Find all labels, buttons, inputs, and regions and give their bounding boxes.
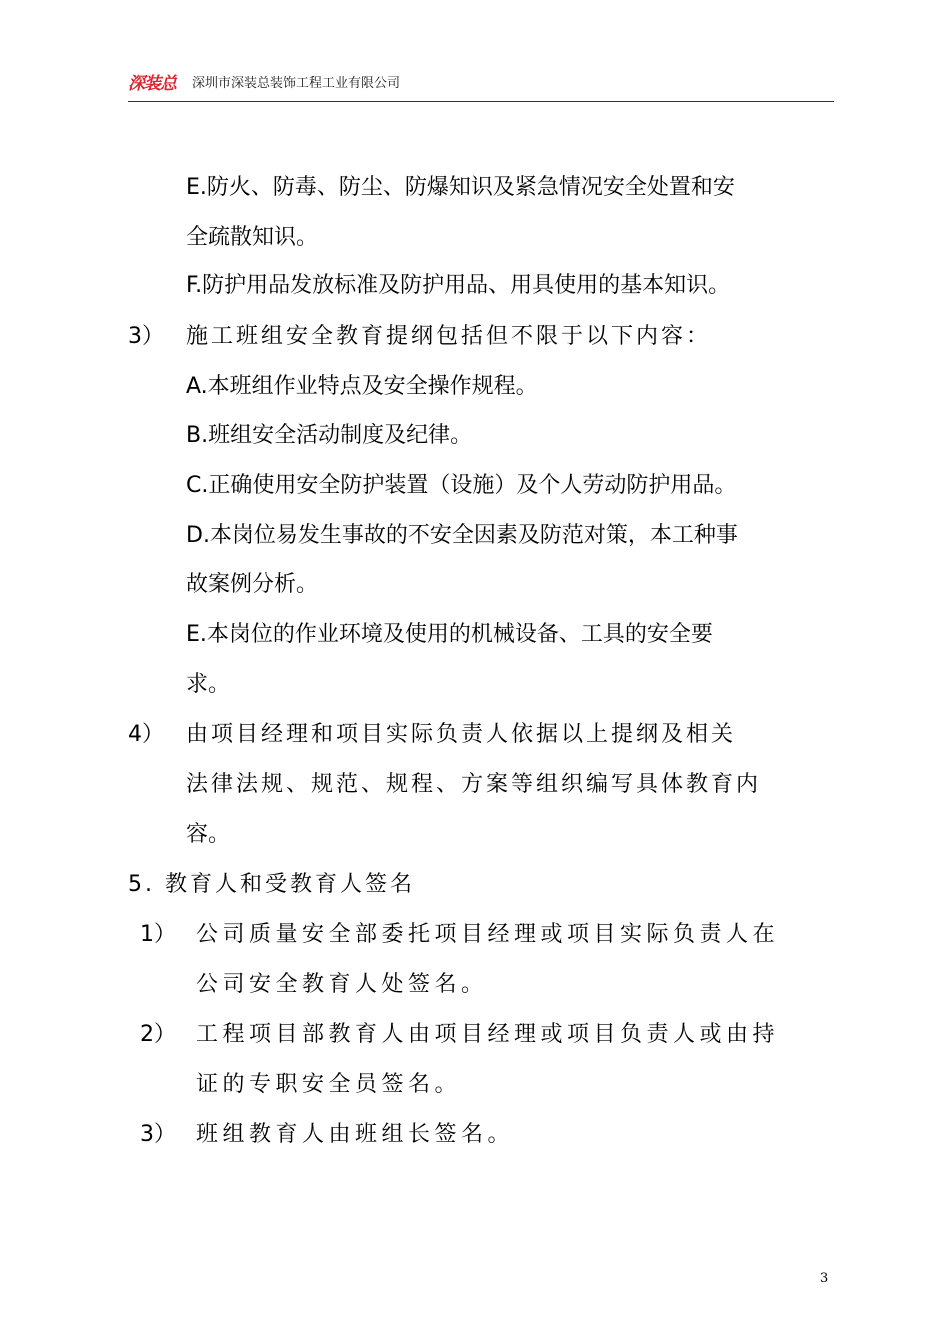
company-logo (128, 73, 184, 95)
list-number: 3） (140, 1122, 176, 1147)
text-line: 班组教育人由班组长签名。 (196, 1122, 515, 1147)
text-line: 法律法规、规范、规程、方案等组织编写具体教育内 (186, 772, 762, 797)
list-number: 2） (140, 1022, 176, 1047)
text-line: 故案例分析。 (186, 572, 319, 597)
text-line: 公司质量安全部委托项目经理或项目实际负责人在 (196, 922, 780, 947)
text-line: F.防护用品发放标准及防护用品、用具使用的基本知识。 (186, 273, 731, 298)
company-name: 深圳市深装总装饰工程工业有限公司 (192, 76, 401, 91)
list-number: 1） (140, 922, 176, 947)
text-line: 容。 (186, 822, 231, 847)
text-line: 公司安全教育人处签名。 (196, 972, 488, 997)
text-line: 全疏散知识。 (186, 225, 319, 250)
text-line: C.正确使用安全防护装置（设施）及个人劳动防护用品。 (186, 473, 737, 498)
list-number: 4） (128, 722, 164, 747)
text-line: 施工班组安全教育提纲包括但不限于以下内容： (186, 324, 712, 349)
text-line: E.本岗位的作业环境及使用的机械设备、工具的安全要 (186, 622, 713, 647)
list-number: 3） (128, 324, 164, 349)
text-line: D.本岗位易发生事故的不安全因素及防范对策，本工种事 (186, 523, 738, 548)
text-line: 证的专职安全员签名。 (196, 1072, 462, 1097)
text-line: 求。 (186, 672, 231, 697)
text-line: A.本班组作业特点及安全操作规程。 (186, 374, 538, 399)
text-line: 由项目经理和项目实际负责人依据以上提纲及相关 (186, 722, 737, 747)
text-line: B.班组安全活动制度及纪律。 (186, 423, 473, 448)
text-line: 工程项目部教育人由项目经理或项目负责人或由持 (196, 1022, 780, 1047)
text-line: E.防火、防毒、防尘、防爆知识及紧急情况安全处置和安 (186, 175, 735, 200)
section-heading: 5. 教育人和受教育人签名 (128, 872, 415, 897)
page-number: 3 (820, 1271, 829, 1286)
header-divider (128, 101, 834, 102)
logo-text: 深装总 (128, 74, 176, 94)
